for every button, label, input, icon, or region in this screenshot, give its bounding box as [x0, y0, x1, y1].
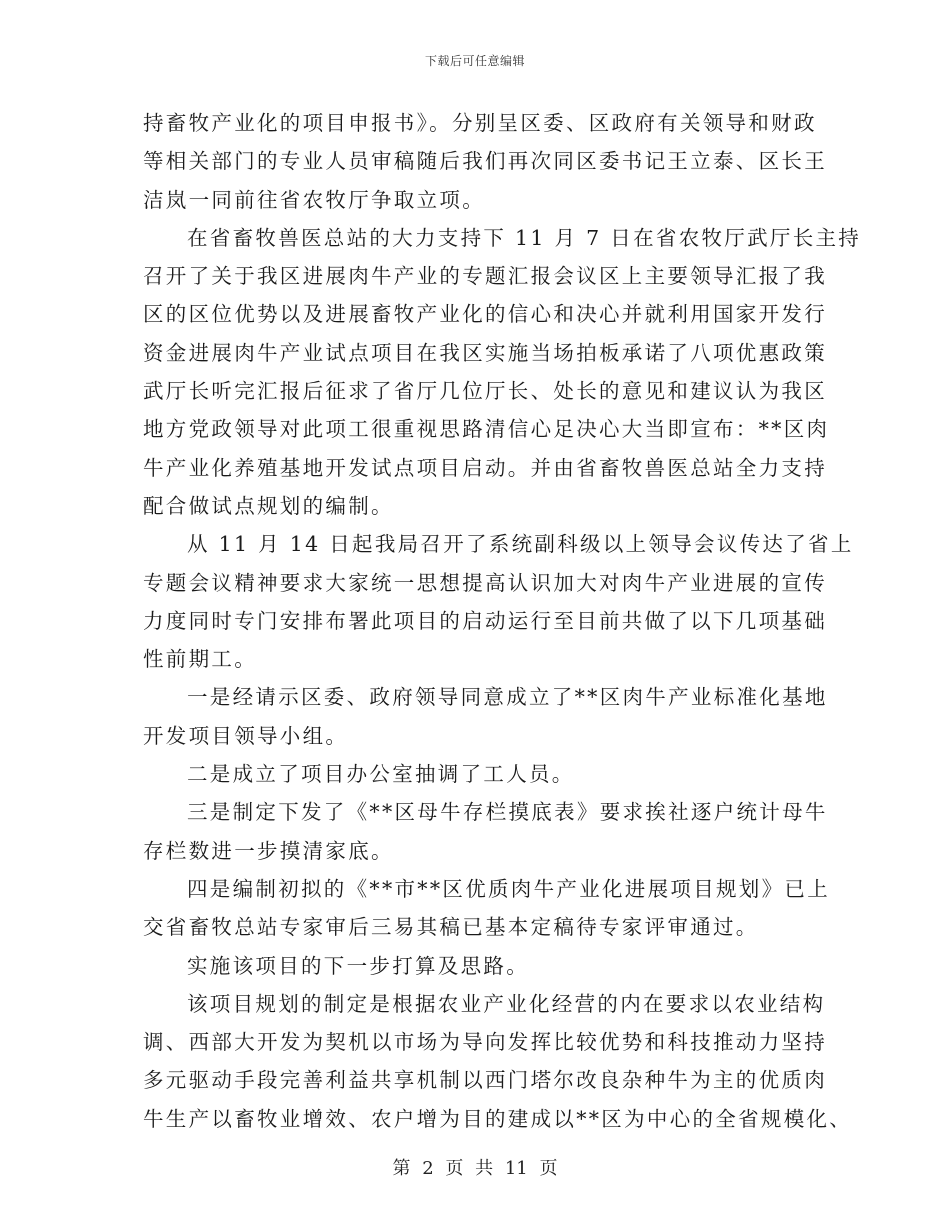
- text-line: 四是编制初拟的《**市**区优质肉牛产业化进展项目规划》已上: [187, 876, 830, 901]
- page-footer: 第 2 页 共 11 页: [392, 1158, 558, 1179]
- text-line: 三是制定下发了《**区母牛存栏摸底表》要求挨社逐户统计母牛: [187, 800, 828, 825]
- text-line: 牛产业化养殖基地开发试点项目启动。并由省畜牧兽医总站全力支持: [143, 455, 827, 480]
- page-header: 下载后可任意编辑: [424, 54, 525, 68]
- text-line: 开发项目领导小组。: [143, 723, 349, 748]
- text-line: 配合做试点规划的编制。: [143, 493, 394, 518]
- text-line: 区的区位优势以及进展畜牧产业化的信心和决心并就利用国家开发行: [143, 302, 827, 327]
- text-line: 多元驱动手段完善利益共享机制以西门塔尔改良杂种牛为主的优质肉: [143, 1068, 827, 1093]
- text-line: 交省畜牧总站专家审后三易其稿已基本定稿待专家评审通过。: [143, 915, 759, 940]
- text-line: 存栏数进一步摸清家底。: [143, 838, 394, 863]
- document-body: [143, 104, 862, 1138]
- text-line: 召开了关于我区进展肉牛产业的专题汇报会议区上主要领导汇报了我: [143, 264, 827, 289]
- text-line: 资金进展肉牛产业试点项目在我区实施当场拍板承诺了八项优惠政策: [143, 340, 827, 365]
- text-line: 二是成立了项目办公室抽调了工人员。: [187, 762, 575, 787]
- text-line: 地方党政领导对此项工很重视思路清信心足决心大当即宣布：**区肉: [143, 417, 830, 442]
- text-line: 专题会议精神要求大家统一思想提高认识加大对肉牛产业进展的宣传: [143, 570, 827, 595]
- text-line: 实施该项目的下一步打算及思路。: [187, 953, 529, 978]
- text-line: 力度同时专门安排布署此项目的启动运行至目前共做了以下几项基础: [143, 608, 827, 633]
- text-line: 等相关部门的专业人员审稿随后我们再次同区委书记王立泰、区长王: [143, 149, 827, 174]
- text-line: 该项目规划的制定是根据农业产业化经营的内在要求以农业结构: [187, 991, 826, 1016]
- text-line: 武厅长听完汇报后征求了省厅几位厅长、处长的意见和建议认为我区: [143, 379, 827, 404]
- text-line: 在省畜牧兽医总站的大力支持下 11 月 7 日在省农牧厅武厅长主持: [187, 225, 862, 250]
- text-line: 牛生产以畜牧业增效、农户增为目的建成以**区为中心的全省规模化、: [143, 1106, 853, 1131]
- text-line: 从 11 月 14 日起我局召开了系统副科级以上领导会议传达了省上: [187, 532, 854, 557]
- text-line: 一是经请示区委、政府领导同意成立了**区肉牛产业标准化基地: [187, 685, 828, 710]
- text-line: 性前期工。: [143, 647, 257, 672]
- text-line: 调、西部大开发为契机以市场为导向发挥比较优势和科技推动力坚持: [143, 1030, 827, 1055]
- text-line: 洁岚一同前往省农牧厅争取立项。: [143, 187, 485, 212]
- text-line: 持畜牧产业化的项目申报书》。分别呈区委、区政府有关领导和财政: [143, 111, 817, 135]
